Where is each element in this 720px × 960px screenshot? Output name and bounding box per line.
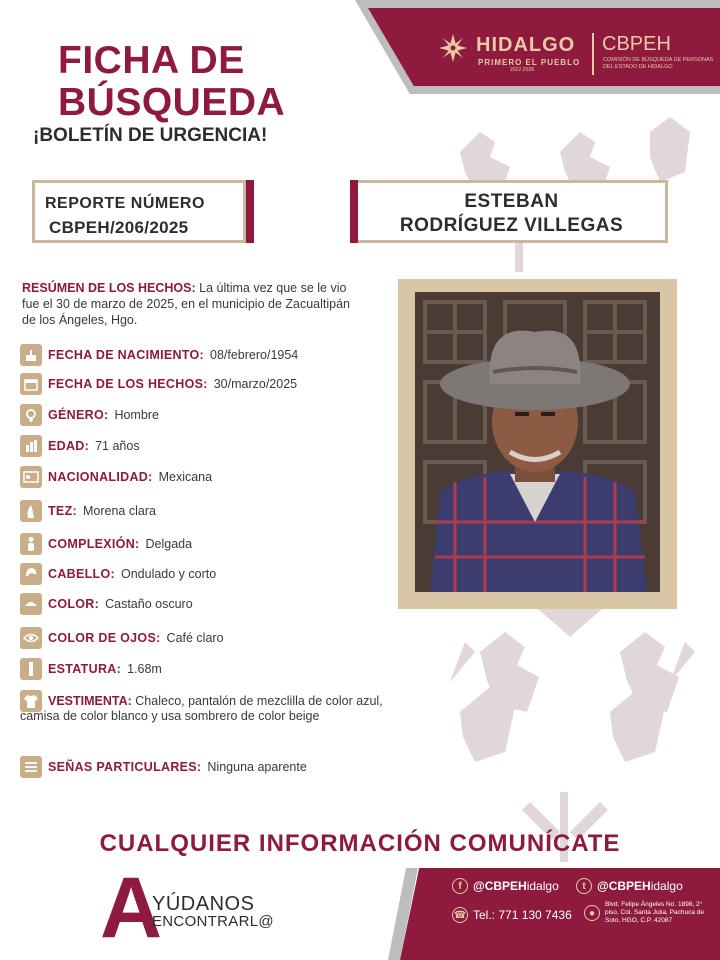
clothing-label: VESTIMENTA: (48, 694, 132, 708)
facebook-link[interactable] (452, 878, 559, 894)
detail-value: Café claro (166, 631, 224, 645)
agency-acronym: CBPEH (602, 33, 671, 55)
summary-text: La última vez que se le vio fue el 30 de marzo de 2025, en el municipio de Zacualtipán de los Ángeles, Hgo. (22, 281, 350, 327)
address-text: Blvd. Felipe Ángeles No. 1898, 2° piso, Col. Santa Julia, Pachuca de Soto, HGO, C.P. 42087 (605, 901, 705, 924)
page-title (58, 40, 358, 124)
detail-label: NACIONALIDAD: (48, 470, 153, 484)
address-contact (584, 901, 715, 925)
detail-label: FECHA DE LOS HECHOS: (48, 377, 208, 391)
twitter-icon: t (576, 878, 592, 894)
detail-row-gender (20, 404, 159, 426)
hidalgo-flower-icon (438, 33, 468, 63)
brand-years: 2022-2028 (510, 67, 534, 73)
missing-person-photo (415, 292, 660, 592)
detail-row-nationality (20, 466, 212, 488)
detail-value: Morena clara (82, 504, 156, 518)
detail-label: COLOR: (48, 597, 100, 611)
gender-icon (20, 404, 42, 426)
detail-row-hair-color (20, 593, 193, 615)
calendar-icon (20, 373, 42, 395)
detail-value: Ninguna aparente (207, 760, 307, 774)
detail-row-eye-color (20, 627, 224, 649)
cake-icon (20, 344, 42, 366)
facebook-icon: f (452, 878, 468, 894)
detail-label: EDAD: (48, 439, 90, 453)
phone-number: Tel.: 771 130 7436 (473, 908, 572, 922)
detail-row-skin (20, 500, 156, 522)
report-number: CBPEH/206/2025 (49, 218, 189, 237)
twitter-link[interactable] (576, 878, 683, 894)
location-pin-icon: ● (584, 905, 600, 921)
title-line-2: BÚSQUEDA (58, 81, 286, 124)
brand-tagline: PRIMERO EL PUEBLO (478, 58, 581, 67)
twitter-handle-rest: idalgo (650, 879, 683, 893)
report-box-accent (246, 180, 254, 243)
clothing-description (20, 694, 415, 724)
phone-contact[interactable] (452, 907, 572, 923)
name-box-accent (350, 180, 358, 243)
facebook-handle-rest: idalgo (526, 879, 559, 893)
report-label: REPORTE NÚMERO (45, 195, 205, 212)
detail-label: GÉNERO: (48, 408, 109, 422)
detail-label: TEZ: (48, 504, 77, 518)
detail-value: Castaño oscuro (105, 597, 193, 611)
detail-value: 08/febrero/1954 (210, 348, 299, 362)
detail-label: CABELLO: (48, 567, 115, 581)
facebook-handle-bold: @CBPEH (473, 879, 527, 893)
summary-label: RESÚMEN DE LOS HECHOS: (22, 281, 196, 295)
phone-icon: ☎ (452, 907, 468, 923)
person-last-name: RODRÍGUEZ VILLEGAS (399, 215, 624, 236)
agency-full-name: COMISIÓN DE BÚSQUEDA DE PERSONAS DEL ESTADO DE HIDALGO (603, 57, 714, 70)
detail-value: 1.68m (127, 662, 162, 676)
detail-label: ESTATURA: (48, 662, 122, 676)
skin-icon (20, 500, 42, 522)
campaign-line-1: YÚDANOS (152, 893, 255, 915)
twitter-handle-bold: @CBPEH (597, 879, 651, 893)
title-line-1: FICHA DE (58, 39, 245, 82)
detail-value: 30/marzo/2025 (213, 377, 298, 391)
ruler-icon (20, 658, 42, 680)
eye-icon (20, 627, 42, 649)
detail-row-height (20, 658, 162, 680)
detail-row-birthdate (20, 344, 298, 366)
clothing-text: Chaleco, pantalón de mezclilla de color azul, camisa de color blanco y usa sombrero de color beige (20, 694, 383, 723)
campaign-letter: A (100, 860, 163, 956)
detail-label: COMPLEXIÓN: (48, 537, 140, 551)
detail-row-event-date (20, 373, 297, 395)
detail-value: Ondulado y corto (120, 567, 217, 581)
call-to-action: CUALQUIER INFORMACIÓN COMUNÍCATE (99, 830, 621, 857)
detail-row-build (20, 533, 192, 555)
brand-name: HIDALGO (476, 34, 576, 56)
detail-row-hair (20, 563, 216, 585)
logo-divider (592, 33, 594, 75)
detail-label: FECHA DE NACIMIENTO: (48, 348, 204, 362)
urgency-subtitle: ¡BOLETÍN DE URGENCIA! (33, 125, 268, 146)
campaign-line-2: ENCONTRARL@ (152, 913, 274, 930)
marks-icon (20, 756, 42, 778)
age-icon (20, 435, 42, 457)
person-first-name: ESTEBAN (464, 191, 559, 212)
detail-label: COLOR DE OJOS: (48, 631, 161, 645)
detail-value: 71 años (95, 439, 140, 453)
detail-row-marks (20, 756, 307, 778)
detail-value: Delgada (145, 537, 193, 551)
facts-summary (22, 280, 362, 328)
detail-value: Mexicana (158, 470, 213, 484)
hair-icon (20, 563, 42, 585)
detail-row-age (20, 435, 140, 457)
id-card-icon (20, 466, 42, 488)
detail-label: SEÑAS PARTICULARES: (48, 760, 202, 774)
hair-color-icon (20, 593, 42, 615)
detail-value: Hombre (114, 408, 159, 422)
body-icon (20, 533, 42, 555)
